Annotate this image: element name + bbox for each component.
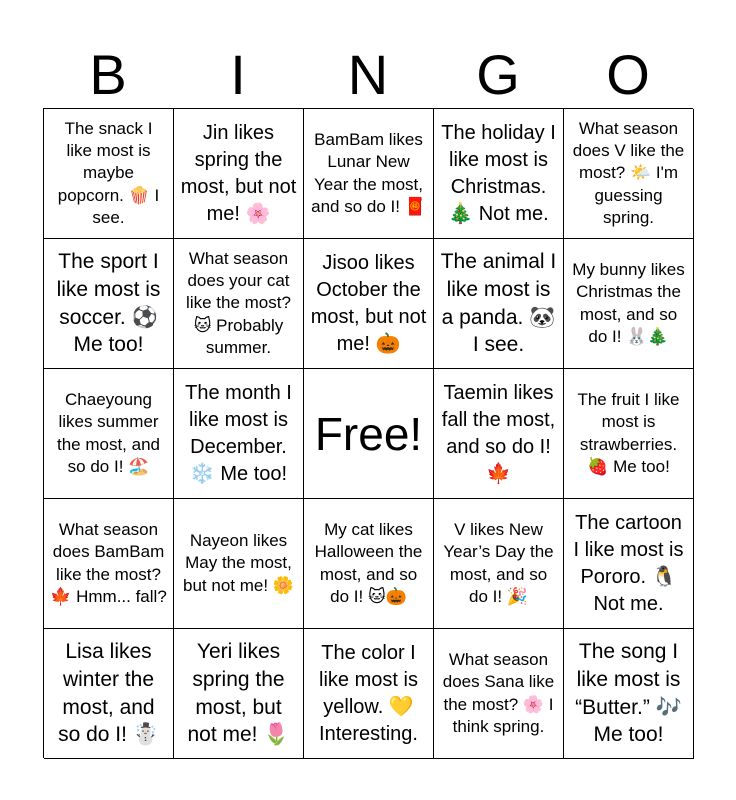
header-letter-b: B <box>89 43 127 106</box>
bingo-cell-n5: The color I like most is yellow. 💛 Interesting. <box>304 629 434 759</box>
bingo-cell-o1: What season does V like the most? 🌤️ I'm guessing spring. <box>564 109 694 239</box>
bingo-cell-o3: The fruit I like most is strawberries. 🍓 Me too! <box>564 369 694 499</box>
bingo-cell-n4: My cat likes Halloween the most, and so do I! 🐱🎃 <box>304 499 434 629</box>
bingo-cell-o2: My bunny likes Christmas the most, and so do I! 🐰🎄 <box>564 239 694 369</box>
bingo-cell-i5: Yeri likes spring the most, but not me! 🌷 <box>174 629 304 759</box>
bingo-cell-b1: The snack I like most is maybe popcorn. 🍿 I see. <box>44 109 174 239</box>
bingo-cell-o4: The cartoon I like most is Pororo. 🐧 Not me. <box>564 499 694 629</box>
bingo-cell-o5: The song I like most is “Butter.” 🎶 Me too! <box>564 629 694 759</box>
bingo-cell-i3: The month I like most is December. ❄️ Me too! <box>174 369 304 499</box>
bingo-cell-n1: BamBam likes Lunar New Year the most, and so do I! 🧧 <box>304 109 434 239</box>
bingo-board <box>43 108 693 758</box>
bingo-cell-i1: Jin likes spring the most, but not me! 🌸 <box>174 109 304 239</box>
bingo-cell-g2: The animal I like most is a panda. 🐼 I see. <box>434 239 564 369</box>
bingo-cell-b3: Chaeyoung likes summer the most, and so do I! 🏖️ <box>44 369 174 499</box>
bingo-header <box>43 42 693 108</box>
bingo-cell-n2: Jisoo likes October the most, but not me! 🎃 <box>304 239 434 369</box>
bingo-cell-g1: The holiday I like most is Christmas. 🎄 Not me. <box>434 109 564 239</box>
header-letter-i: I <box>230 43 246 106</box>
header-letter-g: G <box>476 43 520 106</box>
bingo-cell-b5: Lisa likes winter the most, and so do I! ☃️ <box>44 629 174 759</box>
header-letter-n: N <box>347 43 389 106</box>
bingo-cell-g5: What season does Sana like the most? 🌸 I think spring. <box>434 629 564 759</box>
bingo-cell-g3: Taemin likes fall the most, and so do I! 🍁 <box>434 369 564 499</box>
bingo-cell-i4: Nayeon likes May the most, but not me! 🌼 <box>174 499 304 629</box>
bingo-cell-b4: What season does BamBam like the most? 🍁 Hmm... fall? <box>44 499 174 629</box>
header-letter-o: O <box>606 43 650 106</box>
bingo-cell-i2: What season does your cat like the most? 🐱 Probably summer. <box>174 239 304 369</box>
free-space: Free! <box>304 369 434 499</box>
bingo-cell-b2: The sport I like most is soccer. ⚽ Me too! <box>44 239 174 369</box>
bingo-cell-g4: V likes New Year’s Day the most, and so do I! 🎉 <box>434 499 564 629</box>
